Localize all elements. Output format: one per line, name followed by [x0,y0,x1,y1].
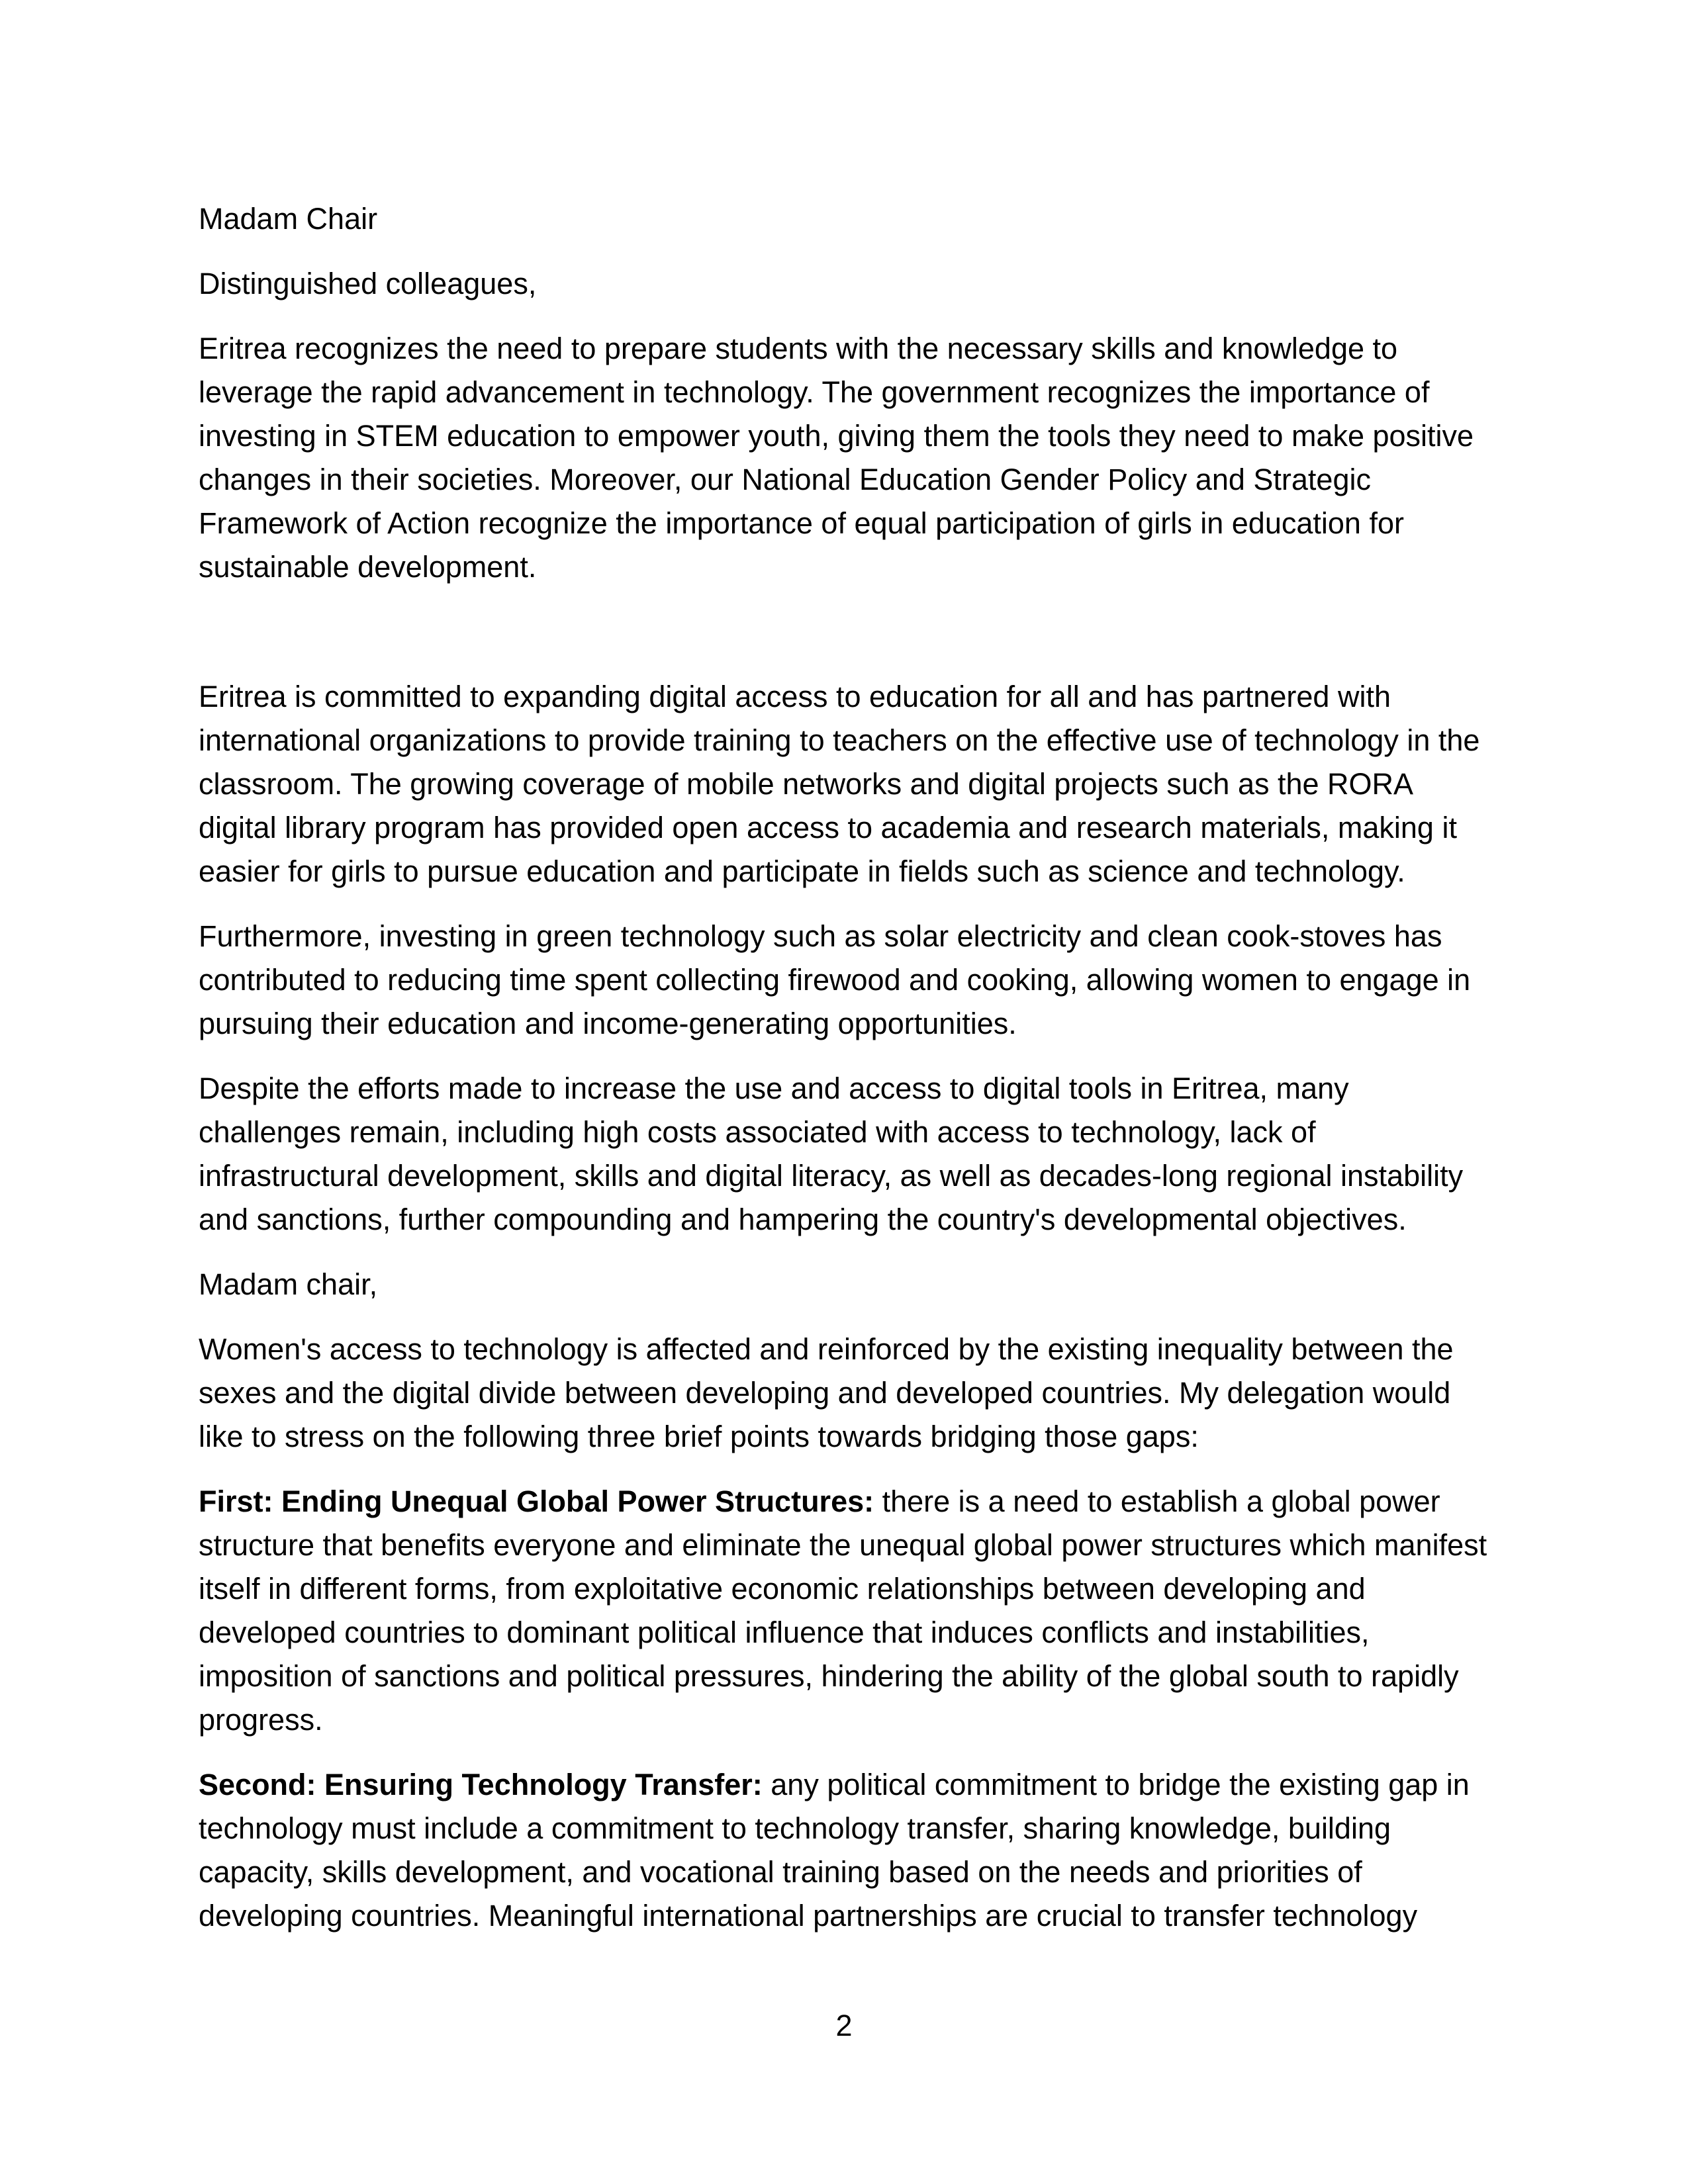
point-second [199,1763,1496,1938]
point-first [199,1480,1496,1742]
paragraph-stem-education: Eritrea recognizes the need to prepare students with the necessary skills and knowledge to leverage the rapid advancement in technology. The government recognizes the importance of investing in STEM education to empower youth, giving them the tools they need to make positive changes in their societies. Moreover, our National Education Gender Policy and Strategic Framework of Action recognize the importance of equal participation of girls in education for sustainable development. [199,332,1474,584]
paragraph-green-technology: Furthermore, investing in green technology such as solar electricity and clean cook-stoves has contributed to reducing time spent collecting firewood and cooking, allowing women to engage in pursuing their education and income-generating opportunities. [199,919,1471,1040]
point-first-text: there is a need to establish a global power structure that benefits everyone and eliminate the unequal global power structures which manifest itself in different forms, from exploitative economic relationships between developing and developed countries to dominant political influence that induces conflicts and instabilities, imposition of sanctions and political pressures, hindering the ability of the global south to rapidly progress. [199,1484,1487,1737]
paragraph-intro-points: Women's access to technology is affected and reinforced by the existing inequality between the sexes and the digital divide between developing and developed countries. My delegation would like to stress on the following three brief points towards bridging those gaps: [199,1332,1454,1453]
document-body [199,197,1496,1959]
salutation-madam-chair-2: Madam chair, [199,1267,378,1301]
page-number: 2 [835,2009,853,2042]
point-second-heading: Second: Ensuring Technology Transfer: [199,1768,763,1801]
paragraph-digital-access: Eritrea is committed to expanding digital access to education for all and has partnered with international organizations to provide training to teachers on the effective use of technology in the classroom. The growing coverage of mobile networks and digital projects such as the RORA digital library program has provided open access to academia and research materials, making it easier for girls to pursue education and participate in fields such as science and technology. [199,680,1480,888]
salutation-colleagues: Distinguished colleagues, [199,267,537,300]
point-second-text: any political commitment to bridge the existing gap in technology must include a commitment to technology transfer, sharing knowledge, building capacity, skills development, and vocational training based on the needs and priorities of developing countries. Meaningful international partnerships are crucial to transfer technology [199,1768,1470,1933]
point-first-heading: First: Ending Unequal Global Power Structures: [199,1484,874,1518]
paragraph-challenges: Despite the efforts made to increase the use and access to digital tools in Eritrea, many challenges remain, including high costs associated with access to technology, lack of infrastructural development, skills and digital literacy, as well as decades-long regional instability and sanctions, further compounding and hampering the country's developmental objectives. [199,1071,1464,1236]
salutation-madam-chair: Madam Chair [199,202,378,236]
